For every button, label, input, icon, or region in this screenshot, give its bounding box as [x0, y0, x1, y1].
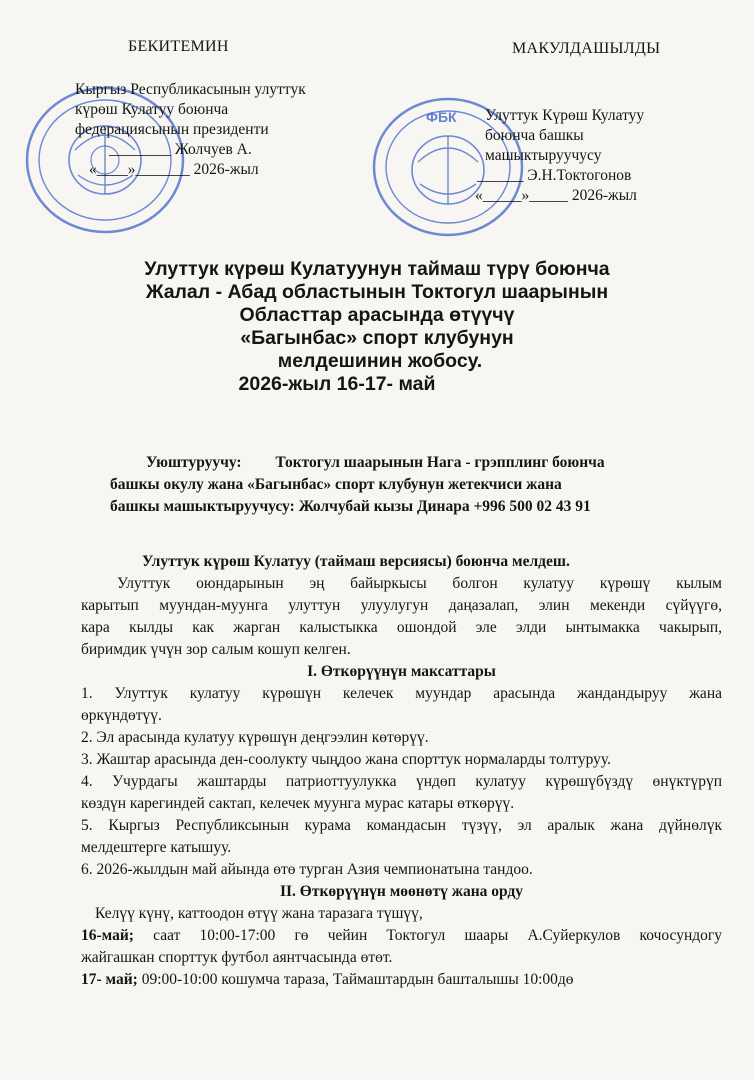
agree-block: [475, 106, 645, 206]
day1-text: саат 10:00-17:00 гө чейин Токтогул шаары А.Суйеркулов кочосундогу: [153, 927, 723, 944]
title-line: Областтар арасында өтүүчү: [239, 304, 515, 326]
approve-heading: БЕКИТЕМИН: [128, 38, 229, 55]
approve-line: Кыргыз Республикасынын улуттук: [75, 81, 306, 98]
agree-date-line: «_____»_____ 2026-жыл: [475, 187, 637, 204]
document-title: [0, 258, 754, 396]
approve-date-line: «____»_______ 2026-жыл: [89, 161, 259, 178]
day2-label: 17- май;: [81, 971, 138, 988]
organizer-line: Токтогул шаарынын Нага - грэпплинг боюнча: [275, 454, 605, 471]
arrival-intro: Келүү күнү, каттоодон өтүү жана таразага түшүү,: [95, 905, 423, 922]
agree-signature-line: ______ Э.Н.Токтогонов: [477, 167, 632, 184]
title-line: «Багынбас» спорт клубунун: [240, 327, 514, 349]
goal-item: 1. Улуттук кулатуу күрөшүн келечек муундар арасында жандандыруу жана: [81, 685, 722, 702]
agree-heading: МАКУЛДАШЫЛДЫ: [512, 40, 661, 57]
day1-line: [81, 925, 722, 947]
approve-signature-line: ________ Жолчуев А.: [109, 141, 252, 158]
agree-line: машыктыруучусу: [485, 147, 602, 164]
goal-item: 5. Кыргыз Республиксынын курама командасын түзүү, эл аралык жана дүйнөлүк: [81, 817, 722, 834]
title-line: Улуттук күрөш Кулатуунун таймаш түрү боюнча: [144, 258, 610, 280]
title-line: мелдешинин жобосу.: [277, 350, 483, 372]
section-1: [81, 661, 722, 881]
approve-block: [75, 80, 306, 180]
intro-paragraph: [81, 573, 722, 661]
section-2-heading: II. Өткөрүүнүн мөөнөтү жана орду: [279, 883, 524, 900]
section-1-heading: I. Өткөрүүнүн максаттары: [307, 663, 496, 680]
day2-text: 09:00-10:00 кошумча тараза, Таймаштардын башталышы 10:00дө: [141, 971, 574, 988]
title-line: Жалал - Абад областынын Токтогул шаарынын: [145, 281, 609, 303]
intro-line: Улуттук оюндарынын эң байыркысы болгон кулатуу күрөшү кылым: [117, 575, 722, 592]
goal-item: 4. Учурдагы жаштарды патриоттуулукка үндөп кулатуу күрөшүбүздү өнүктүрүп: [81, 773, 722, 790]
goal-item: 3. Жаштар арасында ден-соолукту чыңдоо жана спорттук нормаларды толтуруу.: [81, 751, 611, 768]
goal-item: мелдештерге катышуу.: [81, 839, 232, 856]
organizer-block: [110, 452, 605, 518]
goal-item: көздүн карегиндей сактап, келечек муунга мурас катары өткөрүү.: [81, 795, 515, 812]
agree-line: Улуттук Күрөш Кулатуу: [485, 107, 645, 124]
goal-item: өркүндөтүү.: [81, 707, 162, 724]
organizer-line: башкы машыктыруучусу: Жолчубай кызы Динара +996 500 02 43 91: [110, 498, 591, 515]
approve-line: федерациясынын президенти: [75, 121, 269, 138]
title-line: 2026-жыл 16-17- май: [238, 373, 436, 395]
goal-item: 6. 2026-жылдын май айында өтө турган Азия чемпионатына тандоо.: [81, 861, 533, 878]
day2-line: [81, 969, 722, 991]
intro-line: карытып муундан-муунга улуттун улуулугун даңазалап, элин мекенди сүйүүгө,: [81, 597, 722, 614]
goal-item: 2. Эл арасында кулатуу күрөшүн деңгээлин көтөрүү.: [81, 729, 429, 746]
day1-cont: жайгашкан спорттук футбол аянтчасында өтөт.: [81, 949, 393, 966]
approve-line: күрөш Кулатуу боюнча: [75, 101, 229, 118]
svg-text:ФБК: ФБК: [426, 109, 457, 125]
intro-line: биримдик үчүн зор салым кошуп келген.: [81, 641, 351, 658]
organizer-line: башкы окулу жана «Багынбас» спорт клубунун жетекчиси жана: [110, 476, 562, 493]
section-2: [81, 881, 722, 991]
day1-label: 16-май;: [81, 927, 134, 944]
agree-line: боюнча башкы: [485, 127, 584, 144]
competition-heading: Улуттук күрөш Кулатуу (таймаш версиясы) боюнча мелдеш.: [142, 553, 570, 570]
intro-line: кара кылды как жарган калыстыкка ошондой эле элди ынтымакка чакырып,: [81, 619, 722, 636]
organizer-label: Уюштуруучу:: [146, 454, 242, 471]
